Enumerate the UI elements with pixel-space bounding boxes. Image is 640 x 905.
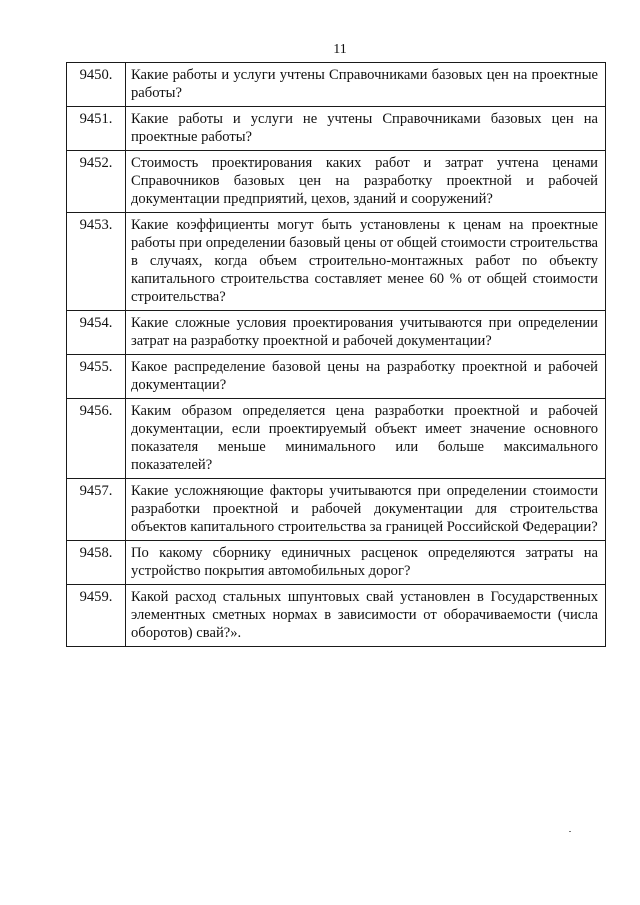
table-row <box>67 151 606 213</box>
scan-speck <box>569 831 571 832</box>
question-text: Каким образом определяется цена разработки проектной и рабочей документации, если проектируемый объект имеет значение основного показателя меньше минимального или больше максимального показателей? <box>126 399 606 479</box>
question-number: 9454. <box>67 311 126 355</box>
question-text: По какому сборнику единичных расценок определяются затраты на устройство покрытия автомобильных дорог? <box>126 541 606 585</box>
question-text: Какие работы и услуги учтены Справочниками базовых цен на проектные работы? <box>126 63 606 107</box>
question-number: 9457. <box>67 479 126 541</box>
table-row <box>67 311 606 355</box>
questions-table <box>66 62 606 647</box>
question-number: 9459. <box>67 585 126 647</box>
question-number: 9450. <box>67 63 126 107</box>
table-row <box>67 479 606 541</box>
question-text: Какое распределение базовой цены на разработку проектной и рабочей документации? <box>126 355 606 399</box>
question-number: 9451. <box>67 107 126 151</box>
question-text: Какой расход стальных шпунтовых свай установлен в Государственных элементных сметных нормах в зависимости от оборачиваемости (числа оборотов) свай?». <box>126 585 606 647</box>
question-text: Какие усложняющие факторы учитываются при определении стоимости разработки проектной и рабочей документации для строительства объектов капитального строительства за границей Российской Федерации? <box>126 479 606 541</box>
table-row <box>67 541 606 585</box>
table-row <box>67 355 606 399</box>
table-row <box>67 399 606 479</box>
page-number: 11 <box>333 42 347 57</box>
question-number: 9456. <box>67 399 126 479</box>
question-text: Какие сложные условия проектирования учитываются при определении затрат на разработку проектной и рабочей документации? <box>126 311 606 355</box>
table-row <box>67 585 606 647</box>
table-row <box>67 107 606 151</box>
question-number: 9458. <box>67 541 126 585</box>
table-row <box>67 63 606 107</box>
question-number: 9455. <box>67 355 126 399</box>
question-text: Какие работы и услуги не учтены Справочниками базовых цен на проектные работы? <box>126 107 606 151</box>
question-number: 9453. <box>67 213 126 311</box>
question-text: Стоимость проектирования каких работ и затрат учтена ценами Справочников базовых цен на разработку проектной и рабочей документации предприятий, цехов, зданий и сооружений? <box>126 151 606 213</box>
table-row <box>67 213 606 311</box>
question-text: Какие коэффициенты могут быть установлены к ценам на проектные работы при определении базовый цены от общей стоимости строительства в случаях, когда объем строительно-монтажных работ по объекту капитального строительства составляет менее 60 % от общей стоимости строительства? <box>126 213 606 311</box>
question-number: 9452. <box>67 151 126 213</box>
